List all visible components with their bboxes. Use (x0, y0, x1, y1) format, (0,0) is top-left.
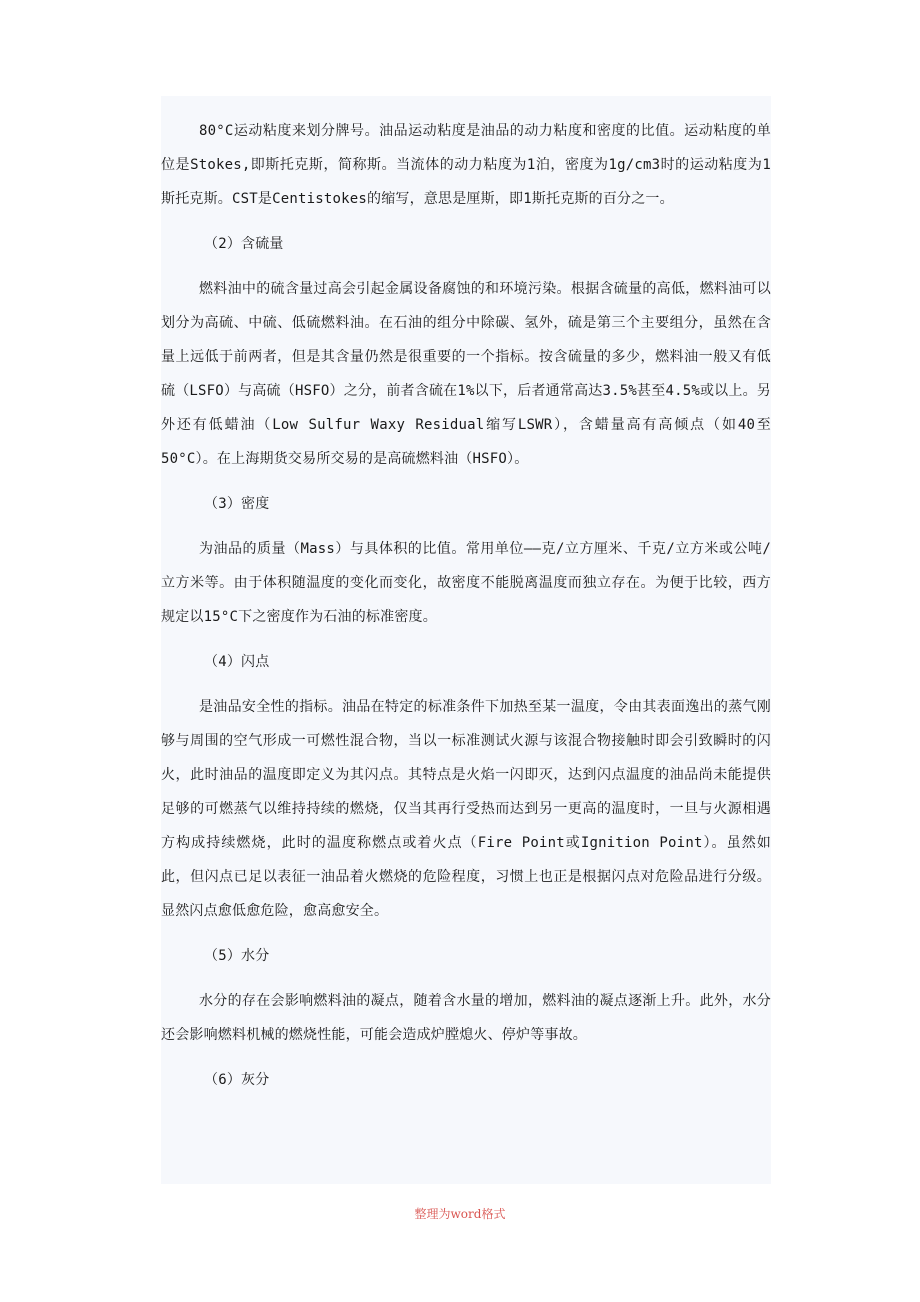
spacer (161, 679, 771, 690)
section-heading-moisture: （5）水分 (204, 948, 270, 964)
spacer (161, 216, 771, 227)
section-heading-density: （3）密度 (204, 496, 270, 512)
spacer (161, 634, 771, 645)
section-heading-flash-point: （4）闪点 (204, 654, 270, 670)
spacer (161, 521, 771, 532)
spacer (161, 928, 771, 939)
page-footer: 整理为word格式 (414, 1207, 506, 1221)
document-content (161, 114, 771, 1097)
section-heading-ash: （6）灰分 (204, 1072, 270, 1088)
paragraph-sulfur: 燃料油中的硫含量过高会引起金属设备腐蚀的和环境污染。根据含硫量的高低，燃料油可以划分为高硫、中硫、低硫燃料油。在石油的组分中除碳、氢外，硫是第三个主要组分，虽然在含量上远低于前两者，但是其含量仍然是很重要的一个指标。按含硫量的多少，燃料油一般又有低硫（LSFO）与高硫（HSFO）之分，前者含硫在1%以下，后者通常高达3.5%甚至4.5%或以上。另外还有低蜡油（Low Sulfur Waxy Residual缩写LSWR），含蜡量高有高倾点（如40至50°C）。在上海期货交易所交易的是高硫燃料油（HSFO）。 (161, 281, 771, 467)
spacer (161, 261, 771, 272)
spacer (161, 973, 771, 984)
spacer (161, 476, 771, 487)
section-heading-sulfur: （2）含硫量 (204, 236, 284, 252)
paragraph-flash-point: 是油品安全性的指标。油品在特定的标准条件下加热至某一温度，令由其表面逸出的蒸气刚够与周围的空气形成一可燃性混合物，当以一标准测试火源与该混合物接触时即会引致瞬时的闪火，此时油品的温度即定义为其闪点。其特点是火焰一闪即灭，达到闪点温度的油品尚未能提供足够的可燃蒸气以维持持续的燃烧，仅当其再行受热而达到另一更高的温度时，一旦与火源相遇方构成持续燃烧，此时的温度称燃点或着火点（Fire Point或Ignition Point）。虽然如此，但闪点已足以表征一油品着火燃烧的危险程度，习惯上也正是根据闪点对危险品进行分级。显然闪点愈低愈危险，愈高愈安全。 (161, 699, 771, 919)
spacer (161, 1052, 771, 1063)
paragraph-moisture: 水分的存在会影响燃料油的凝点，随着含水量的增加，燃料油的凝点逐渐上升。此外，水分还会影响燃料机械的燃烧性能，可能会造成炉膛熄火、停炉等事故。 (161, 993, 771, 1043)
paragraph-density: 为油品的质量（Mass）与具体积的比值。常用单位——克/立方厘米、千克/立方米或公吨/立方米等。由于体积随温度的变化而变化，故密度不能脱离温度而独立存在。为便于比较，西方规定以15°C下之密度作为石油的标准密度。 (161, 541, 771, 625)
paragraph-viscosity: 80°C运动粘度来划分牌号。油品运动粘度是油品的动力粘度和密度的比值。运动粘度的单位是Stokes,即斯托克斯，简称斯。当流体的动力粘度为1泊，密度为1g/cm3时的运动粘度为1斯托克斯。CST是Centistokes的缩写，意思是厘斯，即1斯托克斯的百分之一。 (161, 123, 771, 207)
